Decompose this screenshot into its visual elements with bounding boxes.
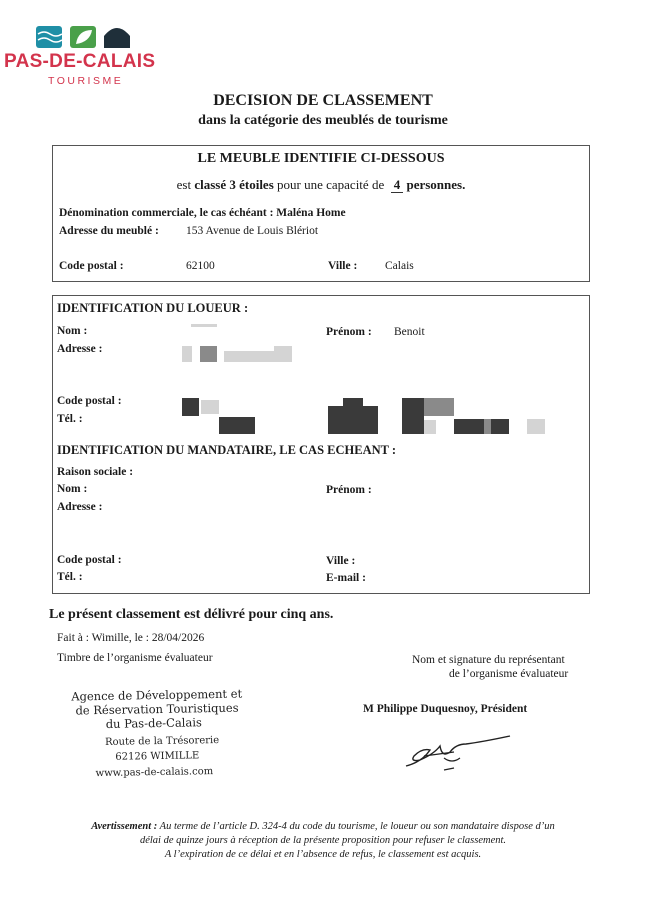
validite-text: Le présent classement est délivré pour cinq ans. <box>49 607 334 622</box>
adresse-meuble-value: 153 Avenue de Louis Blériot <box>186 225 319 237</box>
logo-title: PAS-DE-CALAIS <box>4 51 156 72</box>
mandataire-tel-label: Tél. : <box>57 571 83 583</box>
stamp-line-2: de Réservation Touristiques <box>75 700 239 718</box>
loueur-cp-label: Code postal : <box>57 395 122 407</box>
fait-a-text: Fait à : Wimille, le : 28/04/2026 <box>57 632 205 644</box>
logo <box>4 20 164 90</box>
cp-meuble-label: Code postal : <box>59 260 124 272</box>
redacted-adresse-1 <box>182 346 192 362</box>
capacite-value: 4 <box>391 177 404 193</box>
mandataire-cp-label: Code postal : <box>57 554 122 566</box>
stamp-line-1: Agence de Développement et <box>71 686 243 704</box>
avertissement-line-3: A l’expiration de ce délai et en l’absence de refus, le classement est acquis. <box>164 849 482 860</box>
denomination-value: Maléna Home <box>276 207 346 219</box>
organisme-stamp <box>59 686 261 789</box>
loueur-prenom-value: Benoit <box>394 326 425 338</box>
avertissement-line-2: délai de quinze jours à réception de la présente proposition pour refuser le classement. <box>139 835 507 846</box>
redacted-ville-3 <box>402 398 424 434</box>
mandataire-email-label: E-mail : <box>326 572 366 584</box>
mandataire-heading: IDENTIFICATION DU MANDATAIRE, LE CAS ECHEANT : <box>57 443 397 457</box>
mandataire-prenom-label: Prénom : <box>326 484 372 496</box>
meuble-heading: LE MEUBLE IDENTIFIE CI-DESSOUS <box>197 151 445 166</box>
classement-stars: classé 3 étoiles <box>194 177 274 192</box>
stamp-line-3: du Pas-de-Calais <box>105 715 202 731</box>
loueur-tel-label: Tél. : <box>57 413 83 425</box>
meuble-box <box>52 145 590 282</box>
classement-line <box>53 177 589 193</box>
redacted-tel-1 <box>219 417 255 434</box>
avertissement-line-1 <box>0 820 646 834</box>
mandataire-nom-label: Nom : <box>57 483 88 495</box>
president-name: M Philippe Duquesnoy, Président <box>363 703 528 715</box>
redacted-nom <box>191 324 217 327</box>
denomination-label: Dénomination commerciale, le cas échéant : <box>59 207 274 219</box>
redacted-cp-2 <box>201 400 219 414</box>
loueur-adresse-label: Adresse : <box>57 343 103 355</box>
timbre-label: Timbre de l’organisme évaluateur <box>57 652 213 664</box>
avertissement-label: Avertissement : <box>91 821 158 832</box>
page-title: DECISION DE CLASSEMENT <box>213 92 433 109</box>
cp-meuble-value: 62100 <box>186 260 215 272</box>
redacted-adresse-2 <box>200 346 217 362</box>
stamp-line-5: 62126 WIMILLE <box>115 750 200 763</box>
signature-label-1: Nom et signature du représentant <box>412 654 565 666</box>
loueur-box <box>52 295 590 594</box>
redacted-ville-9 <box>527 419 545 434</box>
avertissement-block <box>0 820 646 862</box>
classement-suffix: pour une capacité de <box>273 177 385 192</box>
mandataire-adresse-label: Adresse : <box>57 501 103 513</box>
loueur-nom-label: Nom : <box>57 325 88 337</box>
redacted-ville-5 <box>424 420 436 434</box>
ville-meuble-label: Ville : <box>328 260 358 272</box>
ville-meuble-value: Calais <box>385 260 414 272</box>
classement-prefix: est <box>176 177 195 192</box>
stamp-line-4: Route de la Trésorerie <box>104 734 220 748</box>
mandataire-ville-label: Ville : <box>326 555 356 567</box>
stamp-line-6: www.pas-de-calais.com <box>95 766 214 780</box>
redacted-ville-2 <box>343 398 363 408</box>
redacted-cp <box>182 398 199 416</box>
signature-label-2: de l’organisme évaluateur <box>449 668 569 680</box>
redacted-adresse-3 <box>224 351 274 362</box>
denomination-row <box>59 207 346 219</box>
logo-arch-icon <box>104 28 130 48</box>
logo-subtitle: TOURISME <box>48 75 124 87</box>
page-subtitle: dans la catégorie des meublés de tourisme <box>198 113 448 128</box>
redacted-ville-8 <box>491 419 509 434</box>
adresse-meuble-label: Adresse du meublé : <box>59 225 159 237</box>
redacted-adresse-4 <box>274 346 292 362</box>
logo-wave-icon <box>36 26 62 48</box>
redacted-ville-4 <box>424 398 454 416</box>
mandataire-raison-label: Raison sociale : <box>57 466 134 478</box>
loueur-prenom-label: Prénom : <box>326 326 372 338</box>
redacted-ville-1 <box>328 406 378 434</box>
logo-mark-icon <box>34 22 134 50</box>
loueur-heading: IDENTIFICATION DU LOUEUR : <box>57 301 249 315</box>
personnes-label: personnes. <box>406 177 466 192</box>
redacted-ville-6 <box>454 419 484 434</box>
signature-icon <box>400 728 520 776</box>
avertissement-text-1: Au terme de l’article D. 324-4 du code du tourisme, le loueur ou son mandataire dispose d’un <box>157 821 555 832</box>
